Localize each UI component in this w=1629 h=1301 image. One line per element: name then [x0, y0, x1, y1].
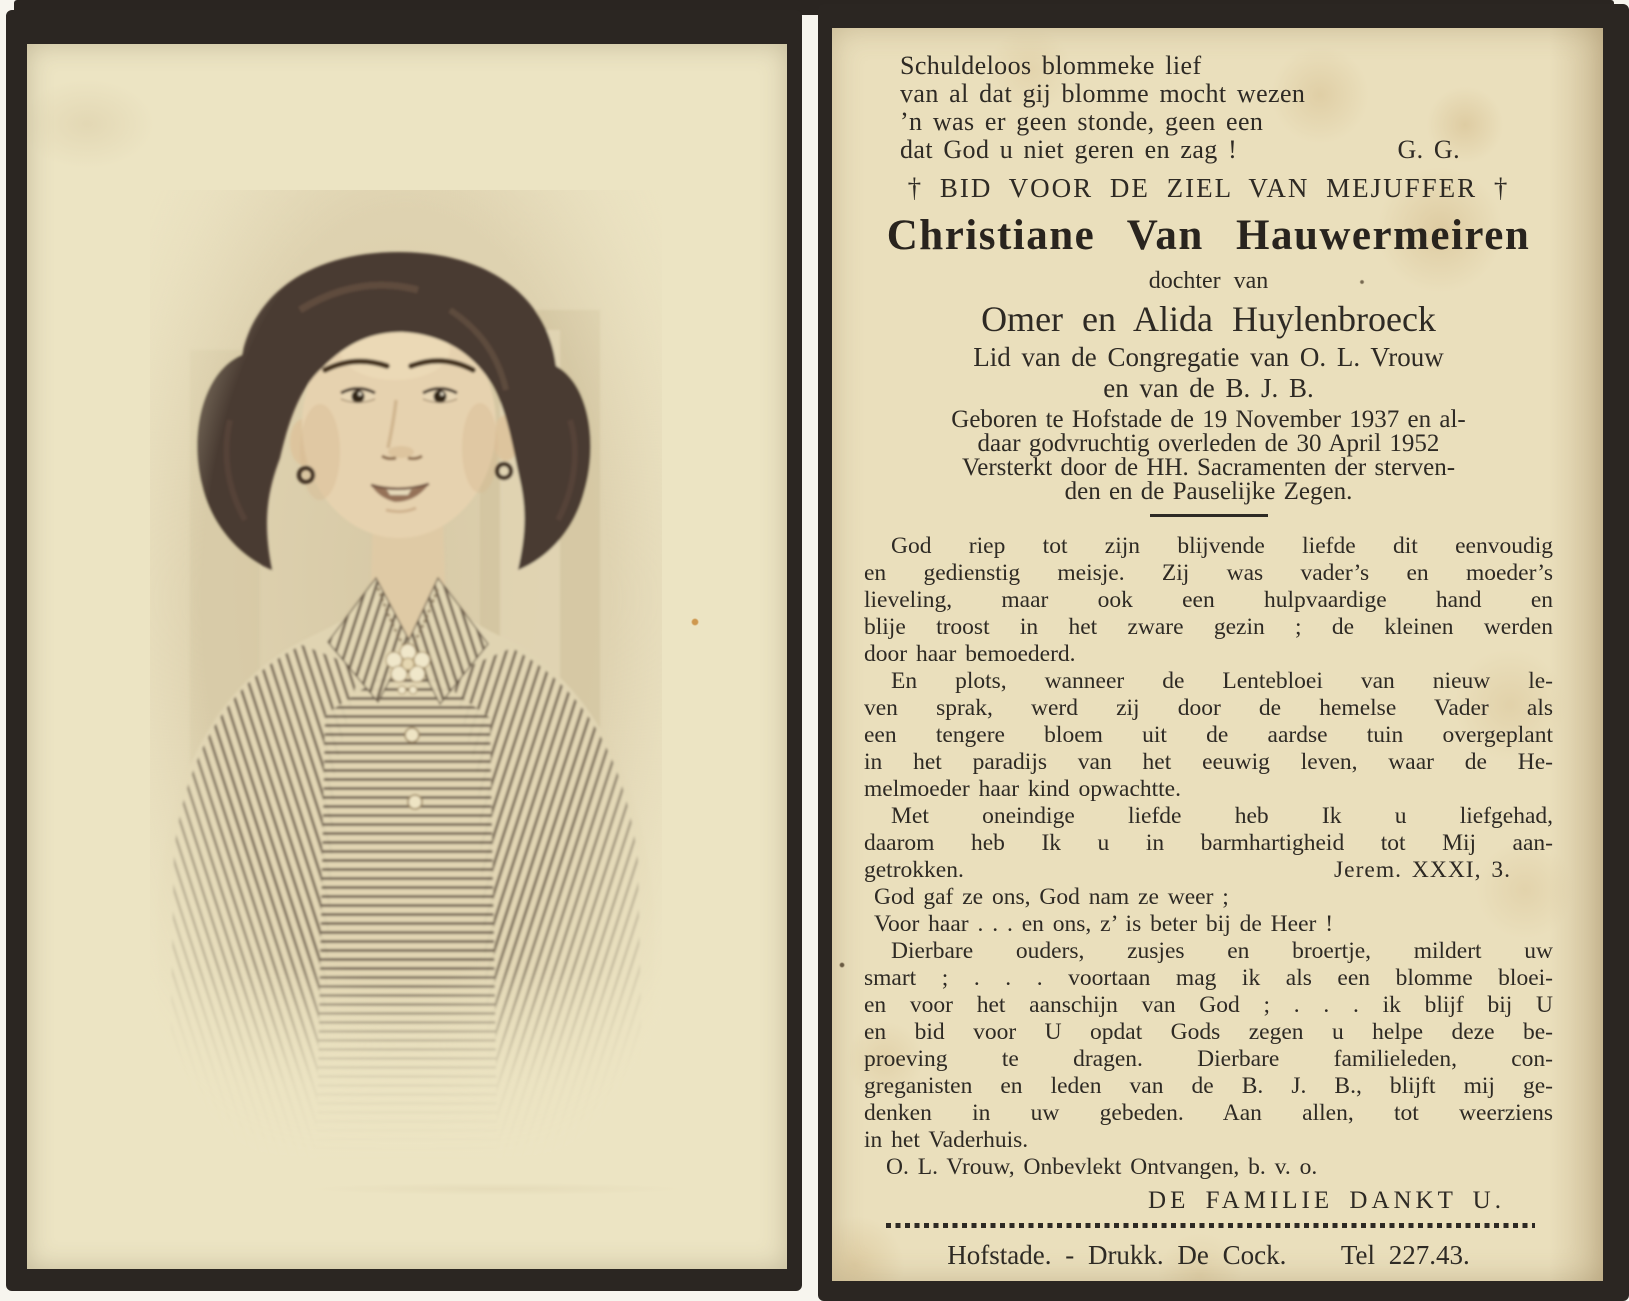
text-line: en bid voor U opdat Gods zegen u helpe deze be- — [864, 1019, 1553, 1045]
invocation-with-crosses: † BID VOOR DE ZIEL VAN MEJUFFER † — [907, 173, 1510, 203]
printer-credit: Hofstade. - Drukk. De Cock. Tel 227.43. — [947, 1240, 1470, 1270]
opening-poem — [900, 52, 1460, 164]
text-line: Versterkt door de HH. Sacramenten der sterven- — [961, 454, 1456, 481]
text-line: een tengere bloem uit de aardse tuin overgeplant — [864, 722, 1553, 748]
text-line: Geboren te Hofstade de 19 November 1937 en al- — [951, 406, 1466, 433]
parents-names: Omer en Alida Huylenbroeck — [981, 299, 1436, 339]
farewell-paragraph — [864, 938, 1553, 1154]
text-line: melmoeder haar kind opwachtte. — [864, 776, 1181, 802]
text-line: en van de B. J. B. — [1103, 373, 1314, 403]
photo-vignette — [150, 190, 662, 1162]
text-line: denken in uw gebeden. Aan allen, tot weerziens — [864, 1100, 1553, 1126]
family-thanks: DE FAMILIE DANKT U. — [1148, 1187, 1505, 1214]
deceased-name: Christiane Van Hauwermeiren — [886, 212, 1531, 259]
memorial-text — [832, 28, 1603, 1270]
poem-line: dat God u niet geren en zag ! — [900, 135, 1238, 164]
text-line: Lid van de Congregatie van O. L. Vrouw — [973, 342, 1444, 372]
poem-attribution: G. G. — [1397, 135, 1460, 164]
portrait-photo-svg — [150, 190, 662, 1162]
photo-card — [6, 10, 802, 1291]
text-line: den en de Pauselijke Zegen. — [1064, 478, 1353, 505]
poem-lines — [900, 52, 1460, 136]
text-line: ven sprak, werd zij door de hemelse Vader als — [864, 695, 1553, 721]
text-card — [818, 4, 1629, 1301]
scripture-quote — [864, 803, 1553, 857]
text-line: greganisten en leden van de B. J. B., blijft mij ge- — [864, 1073, 1553, 1099]
birth-death-details — [864, 408, 1553, 504]
eulogy-paragraph-2 — [864, 668, 1553, 803]
verse-couplet — [864, 884, 1553, 938]
text-line: daar godvruchtig overleden de 30 April 1952 — [977, 430, 1440, 457]
relation-label: dochter van — [1148, 268, 1269, 294]
text-line: smart ; . . . voortaan mag ik als een blomme bloei- — [864, 965, 1553, 991]
text-line: Voor haar . . . en ons, z’ is beter bij de Heer ! — [874, 911, 1334, 937]
text-line: en gedienstig meisje. Zij was vader’s en moeder’s — [864, 560, 1553, 586]
text-line: daarom heb Ik u in barmhartigheid tot Mij aan- — [864, 830, 1553, 856]
text-line: door haar bemoederd. — [864, 641, 1076, 667]
text-line: en voor het aanschijn van God ; . . . ik blijf bij U — [864, 992, 1553, 1018]
poem-last-line — [900, 136, 1460, 164]
eulogy-paragraph-1 — [864, 533, 1553, 668]
marian-dedication: O. L. Vrouw, Onbevlekt Ontvangen, b. v. o. — [886, 1154, 1318, 1180]
text-line: Schuldeloos blommeke lief — [900, 51, 1202, 80]
scripture-last-line — [864, 857, 1553, 884]
section-divider — [1150, 514, 1268, 517]
scripture-quote-end: getrokken. — [864, 857, 964, 883]
text-line: van al dat gij blomme mocht wezen — [900, 79, 1306, 108]
membership-lines — [864, 342, 1553, 404]
text-line: blije troost in het zware gezin ; de kleinen werden — [864, 614, 1553, 640]
text-line: Dierbare ouders, zusjes en broertje, mildert uw — [891, 938, 1553, 964]
portrait-photo — [150, 190, 662, 1162]
text-line: lieveling, maar ook een hulpvaardige hand en — [864, 587, 1553, 613]
text-line: God gaf ze ons, God nam ze weer ; — [874, 884, 1229, 910]
text-line: En plots, wanneer de Lentebloei van nieuw le- — [891, 668, 1553, 694]
text-line: ’n was er geen stonde, geen een — [900, 107, 1264, 136]
text-line: Met oneindige liefde heb Ik u liefgehad, — [891, 803, 1553, 829]
text-line: God riep tot zijn blijvende liefde dit eenvoudig — [891, 533, 1553, 559]
dotted-rule — [886, 1223, 1535, 1228]
text-line: in het Vaderhuis. — [864, 1127, 1029, 1153]
scripture-reference: Jerem. XXXI, 3. — [1334, 857, 1511, 883]
text-line: proeving te dragen. Dierbare familieleden, con- — [864, 1046, 1553, 1072]
text-line: in het paradijs van het eeuwig leven, waar de He- — [864, 749, 1553, 775]
